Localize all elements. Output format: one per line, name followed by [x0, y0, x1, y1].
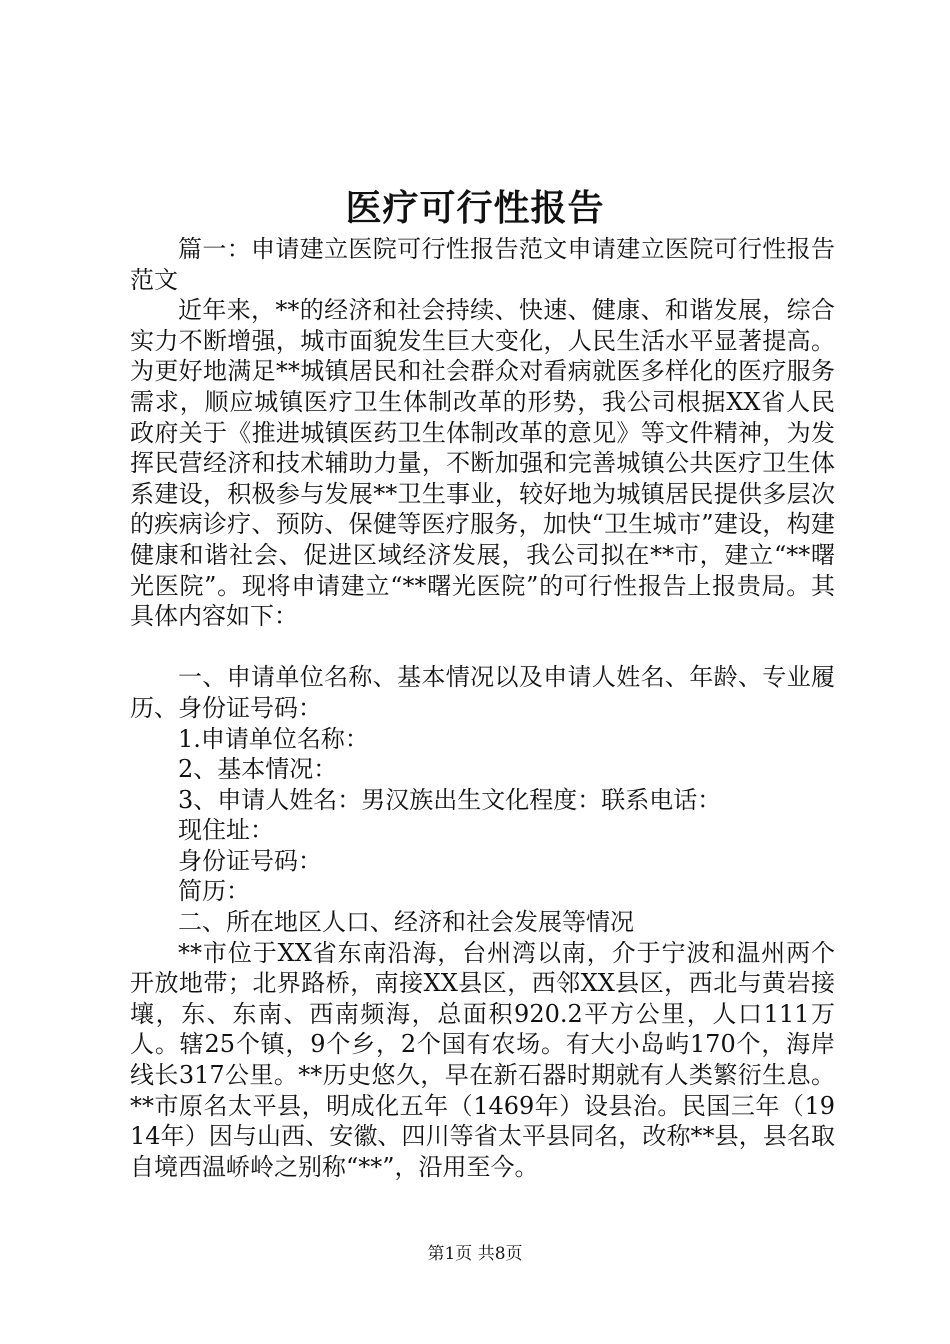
item-applicant-name: 1.申请单位名称：	[178, 724, 369, 753]
paragraph-intro: 篇一：申请建立医院可行性报告范文申请建立医院可行性报告范文	[130, 235, 835, 294]
page-footer: 第1页 共8页	[427, 1244, 523, 1264]
document-body	[130, 234, 835, 1182]
paragraph-gap	[130, 632, 835, 663]
item-basic-info: 2、基本情况：	[178, 755, 338, 784]
item-applicant-details: 3、申请人姓名：男汉族出生文化程度：联系电话：	[178, 785, 722, 814]
paragraph-background: 近年来，**的经济和社会持续、快速、健康、和谐发展，综合实力不断增强，城市面貌发生巨大变化，人民生活水平显著提高。为更好地满足**城镇居民和社会群众对看病就医多样化的医疗服务需求，顺应城镇医疗卫生体制改革的形势，我公司根据XX省人民政府关于《推进城镇医药卫生体制改革的意见》等文件精神，为发挥民营经济和技术辅助力量，不断加强和完善城镇公共医疗卫生体系建设，积极参与发展**卫生事业，较好地为城镇居民提供多层次的疾病诊疗、预防、保健等医疗服务，加快“卫生城市”建设，构建健康和谐社会、促进区域经济发展，我公司拟在**市，建立“**曙光医院”。现将申请建立“**曙光医院”的可行性报告上报贵局。其具体内容如下：	[130, 296, 835, 631]
item-resume: 简历：	[178, 877, 250, 906]
page-title: 医疗可行性报告	[345, 187, 605, 229]
section-heading-1: 一、申请单位名称、基本情况以及申请人姓名、年龄、专业履历、身份证号码：	[130, 663, 835, 722]
section-heading-2: 二、所在地区人口、经济和社会发展等情况	[178, 908, 634, 937]
item-id-number: 身份证号码：	[178, 846, 322, 875]
paragraph-region-info: **市位于XX省东南沿海，台州湾以南，介于宁波和温州两个开放地带；北界路桥，南接XX县区，西邻XX县区，西北与黄岩接壤，东、东南、西南频海，总面积920.2平方公里，人口111万人。辖25个镇，9个乡，2个国有农场。有大小岛屿170个，海岸线长317公里。**历史悠久，早在新石器时期就有人类繁衍生息。**市原名太平县，明成化五年（1469年）设县治。民国三年（1914年）因与山西、安徽、四川等省太平县同名，改称**县，县名取自境西温峤岭之别称“**”，沿用至今。	[130, 938, 835, 1181]
item-address: 现住址：	[178, 816, 274, 845]
